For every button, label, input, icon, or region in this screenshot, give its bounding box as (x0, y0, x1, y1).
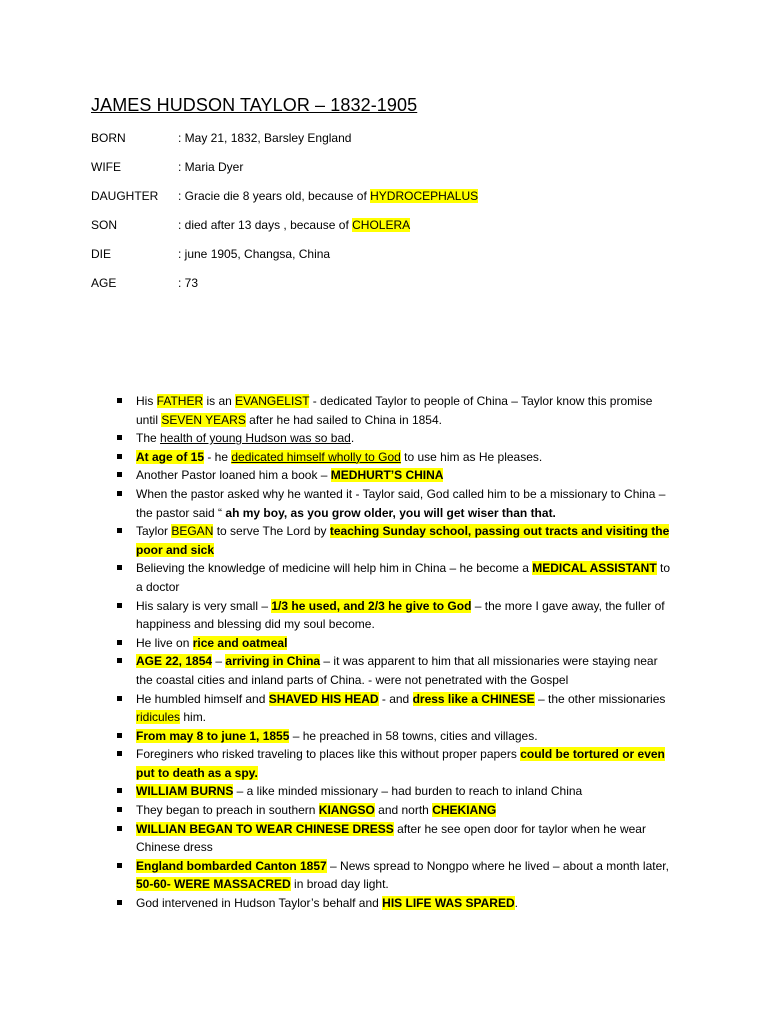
text-run: – the other missionaries (534, 691, 666, 706)
fact-value (178, 218, 410, 232)
text-run: – it was apparent to him that all missionaries were staying near the coastal cities and inland parts of China. - were not penetrated with the Gospel (136, 654, 658, 687)
text-run: after he see open door for taylor when he wear Chinese dress (136, 821, 646, 855)
bullet-item (117, 392, 677, 429)
square-bullet-icon (117, 826, 122, 831)
text-run: The (136, 431, 161, 446)
text-run: He humbled himself and (136, 691, 269, 706)
highlighted-text: MEDHURT’S CHINA (330, 468, 444, 483)
text-run: . (350, 431, 355, 446)
text-run: – he preached in 58 towns, cities and villages. (289, 728, 538, 743)
text-run: to a doctor (136, 561, 671, 594)
text-run: in broad day light. (290, 877, 389, 892)
highlighted-text: CHOLERA (352, 218, 411, 232)
text-run: – the more I gave away, the fuller of happiness and blessing did my soul become. (136, 598, 665, 632)
text-run: : May 21, 1832, Barsley England (178, 131, 352, 145)
square-bullet-icon (117, 565, 122, 570)
text-run: – (212, 654, 226, 669)
bullet-item (117, 634, 677, 653)
bullet-item (117, 429, 677, 448)
biography-bullet-list (117, 392, 677, 913)
highlighted-text: England bombarded Canton 1857 (136, 858, 327, 873)
highlighted-text: arriving in China (225, 654, 321, 669)
text-run: is an (203, 394, 236, 408)
square-bullet-icon (117, 788, 122, 793)
bullet-item (117, 597, 677, 634)
bullet-item (117, 820, 677, 857)
bullet-item (117, 894, 677, 913)
highlighted-text: dedicated himself wholly to God (231, 449, 401, 464)
bullet-item (117, 652, 677, 689)
highlighted-text: KIANGSO (318, 803, 375, 818)
fact-label: DIE (91, 247, 112, 261)
text-run: Another Pastor loaned him a book – (136, 468, 331, 483)
text-run: him. (180, 710, 207, 725)
highlighted-text: FATHER (156, 394, 204, 408)
text-run: God intervened in Hudson Taylor’s behalf and (136, 896, 383, 911)
text-run: – a like minded missionary – had burden to reach to inland China (233, 784, 583, 799)
fact-label: SON (91, 218, 118, 232)
text-run: ah my boy, as you grow older, you will get wiser than that. (225, 505, 556, 520)
highlighted-text: could be tortured or even put to death as a spy. (136, 747, 665, 780)
square-bullet-icon (117, 863, 122, 868)
square-bullet-icon (117, 900, 122, 905)
text-run: Foreginers who risked traveling to places like this without proper papers (136, 747, 521, 762)
square-bullet-icon (117, 528, 122, 533)
text-run: : Gracie die 8 years old, because of (178, 189, 371, 203)
fact-label: BORN (91, 131, 126, 145)
square-bullet-icon (117, 807, 122, 812)
highlighted-text: teaching Sunday school, passing out tracts and visiting the poor and sick (136, 524, 670, 557)
text-run: Taylor (136, 524, 172, 539)
square-bullet-icon (117, 733, 122, 738)
square-bullet-icon (117, 696, 122, 701)
text-run: - he (204, 449, 232, 464)
text-run: after he had sailed to China in 1854. (245, 412, 442, 427)
highlighted-text: WILLIAN BEGAN TO WEAR CHINESE DRESS (136, 821, 394, 836)
highlighted-text: 50-60- WERE MASSACRED (136, 877, 291, 892)
square-bullet-icon (117, 751, 122, 756)
fact-value (178, 160, 243, 174)
fact-label: DAUGHTER (91, 189, 159, 203)
square-bullet-icon (117, 454, 122, 459)
highlighted-text: EVANGELIST (235, 394, 310, 408)
highlighted-text: HYDROCEPHALUS (370, 189, 479, 203)
bullet-item (117, 466, 677, 485)
page-title: JAMES HUDSON TAYLOR – 1832-1905 (91, 95, 418, 115)
bullet-item (117, 782, 677, 801)
text-run: – News spread to Nongpo where he lived – about a month later, (326, 858, 669, 873)
text-run: They began to preach in southern (136, 803, 319, 818)
highlighted-text: rice and oatmeal (192, 635, 288, 650)
text-run: - and (378, 691, 413, 706)
text-run: : Maria Dyer (178, 160, 244, 174)
square-bullet-icon (117, 640, 122, 645)
text-run: His (136, 394, 157, 408)
text-run: to use him as He pleases. (400, 449, 543, 464)
bullet-item (117, 485, 677, 522)
square-bullet-icon (117, 398, 122, 403)
highlighted-text: From may 8 to june 1, 1855 (136, 728, 290, 743)
text-run: . (514, 896, 518, 911)
fact-value (178, 131, 351, 145)
highlighted-text: SEVEN YEARS (161, 412, 246, 427)
highlighted-text: 1/3 he used, and 2/3 he give to God (271, 598, 472, 613)
highlighted-text: ridicules (136, 710, 181, 725)
text-run: : died after 13 days , because of (178, 218, 353, 232)
square-bullet-icon (117, 491, 122, 496)
text-run: : june 1905, Changsa, China (178, 247, 331, 261)
text-run: and north (374, 803, 433, 818)
text-run: : 73 (178, 276, 199, 290)
text-run: Believing the knowledge of medicine will help him in China – he become a (136, 561, 533, 576)
bullet-item (117, 522, 677, 559)
square-bullet-icon (117, 603, 122, 608)
text-run: health of young Hudson was so bad (160, 431, 351, 446)
highlighted-text: SHAVED HIS HEAD (268, 691, 379, 706)
highlighted-text: dress like a CHINESE (412, 691, 535, 706)
fact-value (178, 247, 330, 261)
text-run: He live on (136, 635, 193, 650)
highlighted-text: WILLIAM BURNS (136, 784, 234, 799)
highlighted-text: BEGAN (171, 524, 214, 539)
text-run: to serve The Lord by (213, 524, 330, 539)
text-run: - dedicated Taylor to people of China – Taylor know this promise until (136, 394, 653, 427)
fact-value (178, 276, 198, 290)
highlighted-text: CHEKIANG (432, 803, 497, 818)
fact-label: AGE (91, 276, 117, 290)
square-bullet-icon (117, 435, 122, 440)
highlighted-text: At age of 15 (136, 449, 205, 464)
bullet-item (117, 745, 677, 782)
bullet-item (117, 801, 677, 820)
highlighted-text: HIS LIFE WAS SPARED (382, 896, 515, 911)
text-run: His salary is very small – (136, 598, 272, 613)
bullet-item (117, 448, 677, 467)
highlighted-text: MEDICAL ASSISTANT (532, 561, 657, 576)
bullet-item (117, 727, 677, 746)
bullet-item (117, 690, 677, 727)
square-bullet-icon (117, 658, 122, 663)
bullet-item (117, 857, 677, 894)
highlighted-text: AGE 22, 1854 (136, 654, 213, 669)
bullet-item (117, 559, 677, 596)
fact-value (178, 189, 478, 203)
text-run: When the pastor asked why he wanted it - Taylor said, God called him to be a missionary to China – the pastor said “ (136, 486, 666, 520)
fact-label: WIFE (91, 160, 121, 174)
square-bullet-icon (117, 472, 122, 477)
